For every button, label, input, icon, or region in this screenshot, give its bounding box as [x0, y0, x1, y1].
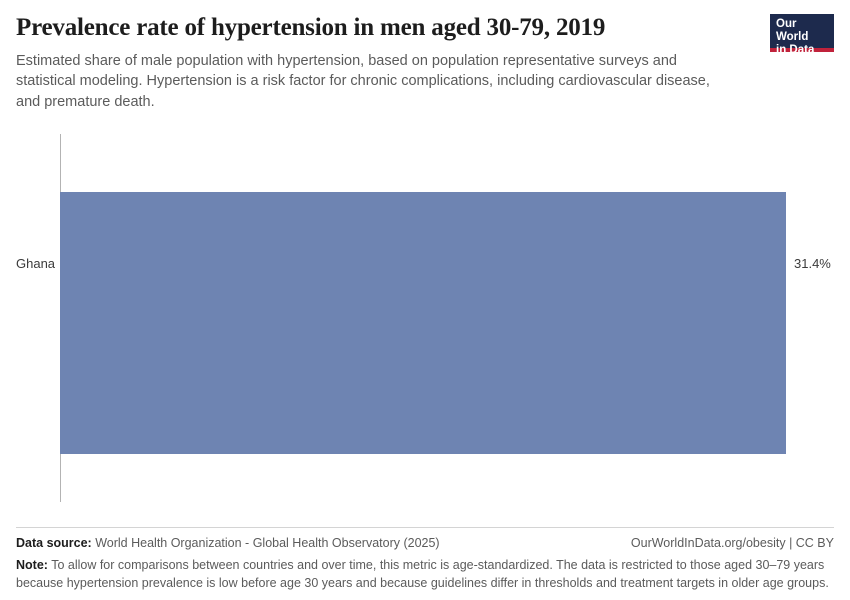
chart-footer [16, 527, 834, 592]
chart-header [16, 14, 834, 112]
logo-line-2: in Data [776, 43, 815, 56]
bar-chart [16, 134, 834, 512]
note-label: Note: [16, 557, 48, 572]
table-row[interactable] [16, 192, 834, 454]
our-world-in-data-logo[interactable] [770, 14, 834, 56]
note-text: To allow for comparisons between countries and over time, this metric is age-standardized. The data is restricted to those aged 30–79 years because hypertension prevalence is low before age 30 years and because guidelines differ in thresholds and treatment targets in older age groups. [16, 557, 829, 590]
footer-source-row [16, 536, 834, 550]
data-source-label: Data source: [16, 535, 92, 550]
bar-value-label: 31.4% [794, 256, 831, 272]
footer-divider [16, 527, 834, 528]
attribution-link[interactable]: OurWorldInData.org/obesity | CC BY [630, 535, 834, 550]
data-source [16, 536, 440, 550]
bar-category-label: Ghana [16, 256, 56, 272]
chart-subtitle: Estimated share of male population with hypertension, based on population representative surveys and statistical modeling. Hypertension is a risk factor for chronic complications, including cardiovascular disease, and premature death. [16, 52, 710, 110]
page-title: Prevalence rate of hypertension in men aged 30-79, 2019 [16, 14, 606, 41]
footer-note [16, 556, 834, 592]
data-source-text: World Health Organization - Global Health Observatory (2025) [95, 535, 440, 550]
bar-ghana[interactable] [60, 192, 786, 454]
logo-line-1: Our World [776, 18, 809, 43]
